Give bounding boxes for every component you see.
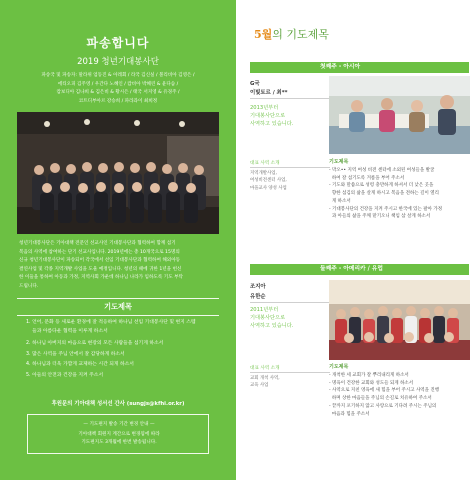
field-item: 교육 사업 (250, 383, 269, 389)
field-label: 대표 사역 소개 (250, 161, 280, 166)
notice-title: — 기도편지 발송 기간 변경 안내 — (83, 422, 155, 427)
paragraph-line: 복음의 사역에 참여하는 단기 선교사입니다. 2019년에는 총 10개국으로 15명의 (19, 249, 180, 255)
prayer-item: 하며 상한 마음들을 주님의 손길로 치유하여 주소서 (329, 396, 432, 402)
prayer-item: 1. 언어, 문화 등 새로운 환경에 잘 적응하여 하나님 선임 기대봉사단 및 현지 스텝 (26, 320, 196, 325)
right-panel (236, 0, 471, 480)
divider (250, 372, 330, 373)
desc-line: 기대봉사단으로 (250, 315, 286, 321)
week1-prayer-list (329, 167, 469, 221)
dispatch-line: 에티오피 김주영 / 우간다 노혜인 / 캄비아 박혜린 & 윤다솜 / (57, 81, 179, 87)
field-item: 여성비전센터 사업, (250, 178, 287, 184)
divider (250, 167, 330, 168)
heading-month: 5월 (254, 28, 273, 41)
notice-line: 기도편지도 3개월에 한번 발송됩니다. (81, 440, 157, 445)
missionary-desc (250, 104, 330, 128)
region-bar-week1: 첫째주 - 아시아 (250, 62, 469, 73)
prayer-item: 게 하소서 (329, 198, 351, 204)
prayer-item: 하여 잘 섬기도록 겨룸을 부어 주소서 (329, 175, 405, 181)
prayer-item: 5. 아들의 안전과 건강을 지켜 주소서 (26, 373, 104, 379)
intro-paragraph (19, 240, 217, 292)
desc-line: 사역하고 있습니다. (250, 323, 294, 329)
desc-line: 기대봉사단으로 (250, 113, 286, 119)
week1-photo-image (329, 76, 470, 154)
paragraph-line: 청년기대봉사단은 기아대책 전문인 선교사인 기대봉사단과 협력하여 함께 섬기 (19, 241, 176, 246)
divider (250, 98, 330, 99)
week2-photo (329, 280, 470, 360)
prayer-item: 마음과 힘을 주소서 (329, 411, 370, 417)
notice-line: 기아대책 회원지 계간으로 변경됨에 따라 (78, 432, 160, 437)
prayer-item: 과 아들의 삶을 주께 맡기오니 책임 삼 살게 하소서 (329, 214, 431, 220)
field-item: 교회 개척 사역, (250, 376, 280, 381)
field-item: 지역개발사업, (250, 171, 277, 176)
prayer-item: - 끝까지 포기하지 않고 사랑으로 기다려 주시는 주님의 (329, 403, 437, 409)
monthly-prayer-heading (254, 26, 329, 42)
prayer-label: 기도제목 (329, 364, 349, 370)
prayer-item: 4. 하나님과 더욱 가깝게 교제하는 시간 되게 하소서 (26, 362, 134, 368)
prayer-title: 기도제목 (17, 298, 219, 316)
dispatch-line: 파송국 및 파송자: 말라위 엄동진 & 아레회 / 라국 김신실 / 볼리비아 김영은 / (41, 73, 195, 78)
missionary-name: 이빛토르 / 최** (250, 90, 288, 96)
field-label: 대표 사역 소개 (250, 366, 280, 371)
desc-line: 2013년부터 (250, 105, 279, 111)
group-photo-image (17, 112, 219, 234)
dispatch-line: 코트디부아르 강승희 / 파라과이 최희정 (78, 98, 158, 104)
region-bar-week2: 둘째주 - 아메리카 / 유럽 (250, 264, 469, 275)
prayer-item: - 명육이 건강한 교회와 성도들 되게 하소서 (329, 380, 414, 386)
notice-body (28, 431, 210, 447)
field-list (250, 375, 322, 390)
desc-line: 2011년부터 (250, 307, 279, 313)
prayer-item: - 기대봉사단의 건강을 지켜 주시고 한국에 있는 팔아 가정 (329, 206, 443, 212)
page-title: 파송합니다 (86, 36, 150, 50)
dispatch-line: 캄보디아 김나희 & 김은비 & 황시은 / 태국 서지영 & 유경주 / (56, 90, 180, 95)
notice-box (27, 414, 209, 454)
week2-photo-image (329, 280, 470, 360)
paragraph-line: 신규 청년기대봉사단이 파송되어 각국에서 선임 기대봉사단과 협력하여 해외아동 (19, 258, 181, 264)
heading-text: 의 기도제목 (272, 28, 329, 41)
week2-prayer-list (329, 372, 469, 418)
field-list (250, 170, 322, 192)
missionary-country: 조지아 (250, 284, 266, 290)
week1-photo (329, 76, 470, 154)
desc-line: 사역하고 있습니다. (250, 121, 294, 127)
prayer-label: 기도제목 (329, 159, 349, 165)
prayer-item: - 기도와 말씀으로 성령 충만하게 하셔서 더 낮은 곳을 (329, 183, 434, 189)
prayer-item: 들과 아름다운 협력을 이루게 하소서 (26, 328, 108, 334)
paragraph-line: 드립니다. (19, 283, 39, 289)
missionary-country: G국 (250, 81, 260, 87)
prayer-item: - 사역으로 지친 영육에 새 힘을 부어 주시고 사역을 진행 (329, 388, 440, 394)
prayer-item: 2. 하나님 아버지의 마음으로 현장의 모든 사람들을 섬기게 하소서 (26, 340, 164, 346)
prayer-item: - 개척한 세 교회가 잘 뿌리내리게 하소서 (329, 373, 409, 378)
dispatch-names (22, 72, 214, 106)
group-photo (17, 112, 219, 234)
prayer-item: 향한 섬김의 삶을 살게 하시고 복음을 전하는 길이 열리 (329, 191, 439, 197)
paragraph-line: 결연사업 및 각종 지역개발 사업을 도울 예정입니다. 청년의 때에 귀한 1년을 헌신 (19, 266, 182, 272)
contact-line: 후원문의 기아대책 성서선 간사 (sungjs@kfhi.or.kr) (51, 401, 185, 407)
field-item: 마을교사 양성 사업 (250, 185, 287, 191)
paragraph-line: 한 이들을 통하여 아동과 가정, 지역사회 가운데 하나님 나라가 임하도록 기도 부탁 (19, 275, 183, 281)
missionary-name: 유한순 (250, 294, 266, 300)
divider (250, 302, 330, 303)
prayer-item: 3. 많은 사역을 주님 안에서 잘 감당하게 하소서 (26, 351, 125, 357)
missionary-desc (250, 306, 330, 330)
prayer-list (26, 318, 222, 382)
page-subtitle: 2019 청년기대봉사단 (77, 57, 159, 67)
prayer-item: - 막오•• 지역 여성 비전 센터에 소외된 여성들을 발굴 (329, 168, 435, 173)
